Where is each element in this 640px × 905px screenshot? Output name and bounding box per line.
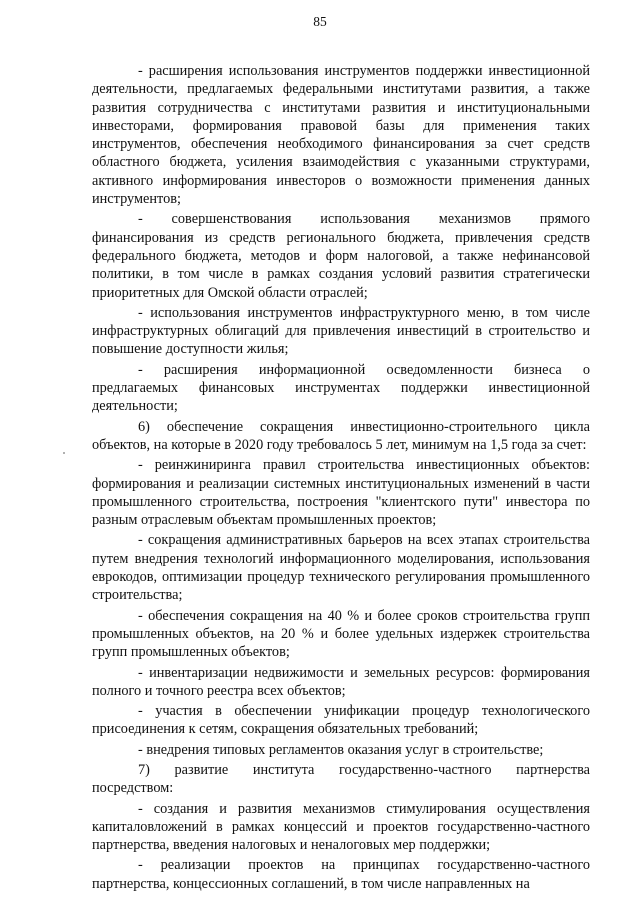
- paragraph: - инвентаризации недвижимости и земельных ресурсов: формирования полного и точного реестра всех объектов;: [92, 664, 590, 699]
- paragraph: - внедрения типовых регламентов оказания услуг в строительстве;: [138, 741, 544, 758]
- paragraph: - реализации проектов на принципах государственно-частного партнерства, концессионных соглашений, в том числе направленных на: [92, 857, 590, 892]
- paragraph: - обеспечения сокращения на 40 % и более сроков строительства групп промышленных объектов, на 20 % и более удельных издержек строительства групп промышленных объектов;: [92, 607, 590, 661]
- paragraph: - расширения использования инструментов поддержки инвестиционной деятельности, предлагаемых федеральными институтами развития, а также развития сотрудничества с институтами развития и институциональными инвесторами, формирования правовой базы для применения таких инструментов, обеспечения необходимого финансирования за счет средств областного бюджета, усиления взаимодействия с указанными структурами, активного информирования инвесторов о возможности применения данных инструментов;: [92, 63, 590, 208]
- page-number: 85: [313, 14, 327, 29]
- paragraph: - использования инструментов инфраструктурного меню, в том числе инфраструктурных облигаций для привлечения инвестиций в строительство и повышение доступности жилья;: [92, 304, 590, 358]
- scan-artifact-dot: [63, 452, 65, 454]
- paragraph: - участия в обеспечении унификации процедур технологического присоединения к сетям, сокращения обязательных требований;: [92, 703, 590, 738]
- paragraph: - реинжиниринга правил строительства инвестиционных объектов: формирования и реализации системных институциональных изменений в части промышленного строительства, построения "клиентского пути" инвестора по разным отраслевым объектам промышленных проектов;: [92, 457, 590, 529]
- paragraph: - создания и развития механизмов стимулирования осуществления капиталовложений в рамках концессий и проектов государственно-частного партнерства, введения налоговых и неналоговых мер поддержки;: [92, 800, 590, 854]
- document-body: [92, 62, 590, 895]
- paragraph: - сокращения административных барьеров на всех этапах строительства путем внедрения технологий информационного моделирования, использования еврокодов, оптимизации процедур технического регулирования промышленного строительства;: [92, 532, 590, 604]
- paragraph: - совершенствования использования механизмов прямого финансирования из средств регионального бюджета, привлечения средств федерального бюджета, методов и форм налоговой, а также нефинансовой политики, в том числе в рамках создания условий развития стратегически приоритетных для Омской области отраслей;: [92, 211, 590, 301]
- paragraph: - расширения информационной осведомленности бизнеса о предлагаемых финансовых инструментах поддержки инвестиционной деятельности;: [92, 361, 590, 415]
- paragraph: 6) обеспечение сокращения инвестиционно-строительного цикла объектов, на которые в 2020 году требовалось 5 лет, минимум на 1,5 года за счет:: [92, 418, 590, 453]
- paragraph: 7) развитие института государственно-частного партнерства посредством:: [92, 761, 590, 797]
